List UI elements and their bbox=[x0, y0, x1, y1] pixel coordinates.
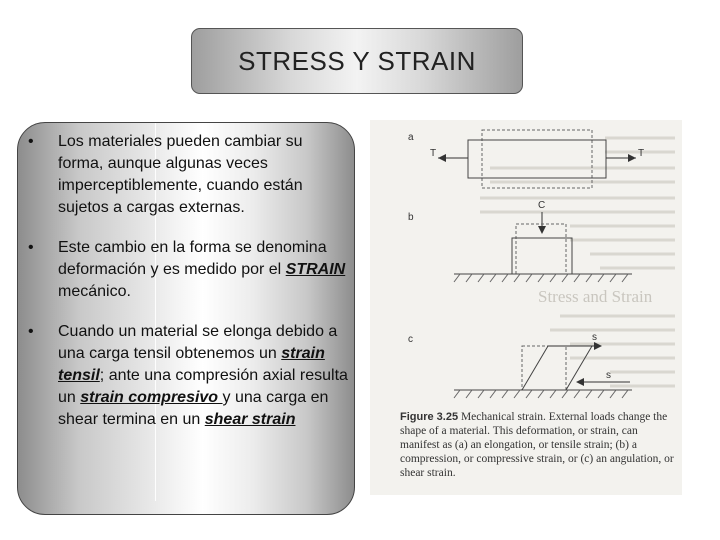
compression-specimen bbox=[512, 238, 572, 274]
label-b: b bbox=[408, 212, 414, 223]
bullet-item bbox=[28, 131, 348, 219]
label-t-right: T bbox=[638, 148, 645, 159]
label-s-bottom: s bbox=[606, 370, 611, 381]
emphasis-strain: STRAIN bbox=[285, 261, 346, 278]
bullet-list bbox=[28, 131, 348, 449]
label-c: c bbox=[408, 334, 413, 345]
strain-figure bbox=[370, 120, 682, 495]
background-heading: Stress and Strain bbox=[538, 287, 653, 306]
arrowhead-icon bbox=[538, 226, 546, 234]
arrowhead-icon bbox=[628, 154, 636, 162]
bullet-panel bbox=[17, 122, 355, 515]
slide-title: STRESS Y STRAIN bbox=[238, 45, 476, 76]
emphasis-strain-compresivo: strain compresivo bbox=[80, 389, 223, 406]
bullet-dot: • bbox=[28, 239, 34, 256]
figure-caption bbox=[400, 410, 680, 480]
label-c-load: C bbox=[538, 200, 546, 211]
bullet-item bbox=[28, 237, 348, 303]
label-a: a bbox=[408, 132, 414, 143]
label-t-left: T bbox=[430, 148, 437, 159]
figure-caption-text: Mechanical strain. External loads change the shape of a material. This deformation, or strain, can manifest as (a) an elongation, or tensile strain; (b) a compression, or compressive strain, or (c) an angulation, or shear strain. bbox=[400, 411, 674, 479]
emphasis-shear-strain: shear strain bbox=[204, 411, 296, 428]
bullet-text: Los materiales pueden cambiar su forma, aunque algunas veces imperceptiblemente, cuando están sujetos a cargas externas. bbox=[58, 133, 303, 216]
ground-hatch bbox=[454, 274, 628, 282]
bullet-text: ; ante una compresión axial resulta un bbox=[58, 367, 348, 406]
label-s-top: s bbox=[592, 332, 597, 343]
bullet-text: Cuando un material se elonga debido a una carga tensil obtenemos un bbox=[58, 323, 338, 362]
tensile-elongated-outline bbox=[482, 130, 592, 188]
arrowhead-icon bbox=[438, 154, 446, 162]
bullet-dot: • bbox=[28, 133, 34, 150]
background-text-lines bbox=[480, 138, 675, 386]
bullet-item bbox=[28, 321, 348, 431]
emphasis-strain-tensil: strain tensil bbox=[58, 345, 325, 384]
figure-caption-label: Figure 3.25 bbox=[400, 411, 459, 423]
tensile-specimen bbox=[468, 140, 606, 178]
bullet-dot: • bbox=[28, 323, 34, 340]
bullet-text: mecánico. bbox=[58, 283, 131, 300]
arrowhead-icon bbox=[576, 378, 584, 386]
bullet-text: Este cambio en la forma se denomina deformación y es medido por el bbox=[58, 239, 327, 278]
bullet-text: y una carga en shear termina en un bbox=[58, 389, 329, 428]
shear-ground-hatch bbox=[454, 390, 628, 398]
slide-title-box bbox=[191, 28, 523, 94]
